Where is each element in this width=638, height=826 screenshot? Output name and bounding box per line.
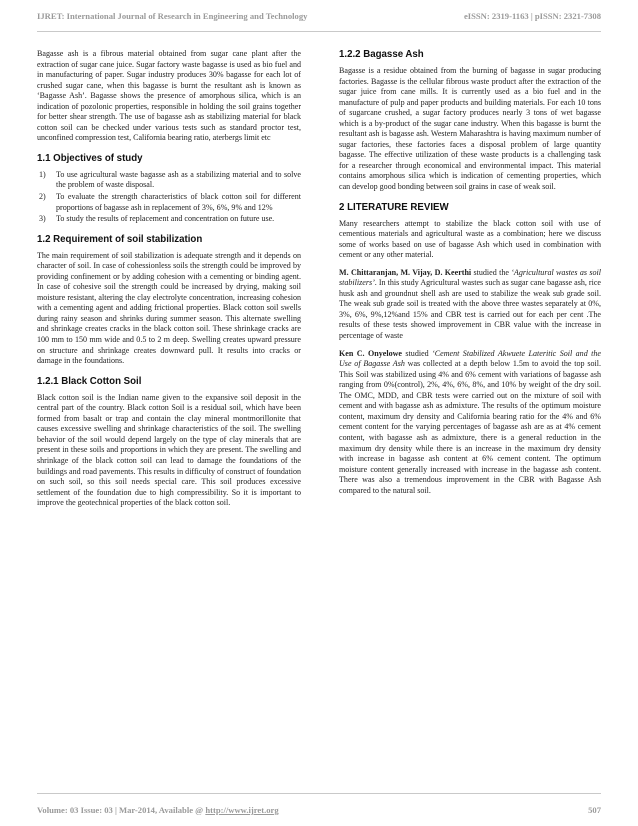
review-paragraph-2: Ken C. Onyelowe studied ‘Cement Stabilized Akwuete Lateritic Soil and the Use of Bagasse Ash was collected at a depth below 1.5m to avoid the top soil. This Soil was stabilized using 4% and 6% cement with variations of bagasse ash ranging from 0%(control), 2%, 4%, 6%, 8%, and 10% by weight of the dry soil. The OMC, MDD, and CBR tests were carried out on the mixture of soil with cement and with bagasse ash as admixture. The results of the optimum moisture content, maximum dry density and California bearing ratio for the 4% and 6% cement content for the varying percentages of bagasse ash are as at 4% cement content, with bagasse ash as admixture, there is a general reduction in the maximum dry density while there is an increase in the maximum dry density with increase in bagasse ash content at 6% cement content. The optimum moisture content generally increased with increase in the bagasse ash content. There was also a tremendous improvement in the CBR with Bagasse Ash compared to the natural soil.	[339, 348, 602, 495]
review-2-title: ‘Cement Stabilized Akwuete Lateritic Soil and the Use of Bagasse Ash	[339, 348, 601, 369]
issn: eISSN: 2319-1163 | pISSN: 2321-7308	[463, 11, 601, 21]
objective-item: 3) To study the results of replacement and concentration on future use.	[39, 214, 275, 224]
journal-name: IJRET: International Journal of Research in Engineering and Technology	[37, 11, 308, 21]
footer-volume: Volume: 03 Issue: 03 | Mar-2014, Available @ http://www.ijret.org	[37, 805, 279, 815]
footer-rule	[37, 793, 601, 794]
intro-paragraph: Bagasse ash is a fibrous material obtained from sugar cane plant after the extraction of sugar cane juice. Sugar factory waste bagasse is used as bio fuel and in manufacturing of paper. Sugar industry produces 30% bagasse for each lot of crushed sugar cane, when this bagasse is burnt the resultant ash is known as ‘Bagasse Ash’. Bagasse shows the presence of amorphous silica, which is an indication of pozolonic properties, responsible in holding the soil grains together for better shear strength. The use of bagasse ash as stabilizing material for black cotton soil can be checked under various tests such as standard proctor test, unconfined compression test, California bearing ratio, aterbergs limit etc	[37, 49, 301, 143]
right-column	[339, 49, 601, 503]
section-1-2-heading: 1.2 Requirement of soil stabilization	[37, 233, 203, 245]
page-header	[37, 11, 601, 25]
objectives-list	[37, 170, 301, 225]
section-1-2-1-heading: 1.2.1 Black Cotton Soil	[37, 375, 142, 387]
review-2-authors: Ken C. Onyelowe	[339, 348, 402, 358]
section-2-heading: 2 LITERATURE REVIEW	[339, 201, 449, 213]
section-1-2-1-paragraph: Black cotton soil is the Indian name given to the expansive soil deposit in the central part of the country. Black cotton Soil is a residual soil, which have been formed from basalt or trap and contain the clay mineral montmorillonite that causes excessive swelling and shrinkage characteristics of the soil. The swelling behavior of the soil would depend largely on the type of clay minerals that are present in these soils and proportions in which they are present. The swelling and shrinkage of the black cotton soil can lead to damage the foundations of the buildings and road pavements. This results in difficulty of construct of foundation on such soil, so this soil needs special care. This soil produces excessive settlement of the foundation due to high compressibility. So it is important to improve the geotechnical properties of the black cotton soil.	[37, 392, 301, 508]
journal-link[interactable]: http://www.ijret.org	[205, 805, 279, 815]
review-1-authors: M. Chittaranjan, M. Vijay, D. Keerthi	[339, 267, 472, 277]
left-column	[37, 49, 301, 516]
section-1-2-paragraph: The main requirement of soil stabilization is adequate strength and it depends on character of soil. In case of cohessionless soils the strength could be improved by providing confinement or by adding cohesion with a cementing or binding agent. In case of cohesive soil the strength could be increased by drying, making soil moisture resistant, altering the clay electrolyte concentration, increasing cohesion with a cementing agent and adding frictional properties. Black cotton soil swells during rainy season and shrinks during summer season. This alternate swelling and shrinkage creates cracks in the black cotton soil. These shrinkage cracks are 100 mm to 150 mm wide and 0.5 to 2 m deep. Swelling creates upward pressure on structure and shrinkage creates downward pull. It results into cracks or damage in the foundations.	[37, 250, 301, 366]
section-1-1-heading: 1.1 Objectives of study	[37, 152, 143, 164]
section-2-paragraph: Many researchers attempt to stabilize the black cotton soil with use of cementious materials and agricultural waste as a combination; here we discuss some of works based on use of bagasse Ash which used in combination with cement or any other material.	[339, 218, 601, 260]
page-number: 507	[588, 805, 601, 815]
objective-item: 1) To use agricultural waste bagasse ash as a stabilizing material and to solve the problem of waste disposal.	[39, 169, 301, 190]
section-1-2-2-paragraph: Bagasse is a residue obtained from the burning of bagasse in sugar producing factories. Bagasse is the cellular fibrous waste product after the extraction of the sugar juice from cane mills. It is currently used as a bio fuel and in the manufacture of pulp and paper products and building materials. For each 10 tons of sugarcane crushed, a sugar factory produces nearly 3 tons of wet bagasse which is a by-product of the sugar cane industry. When this bagasse is burnt the resultant ash is bagasse ash. Western Maharashtra is having maximum number of sugar factories, these factories faces a disposal problem of large quantity bagasse. The effective utilization of these waste products is a challenging task for a researcher through economical and environmental impact. This material contains amorphous silica which is indication of cementing properties, which can develop good bonding between soil grains in case of weak soil.	[339, 66, 601, 192]
section-1-2-2-heading: 1.2.2 Bagasse Ash	[339, 49, 424, 60]
review-paragraph-1: M. Chittaranjan, M. Vijay, D. Keerthi studied the ‘Agricultural wastes as soil stabilizers’. In this study Agricultural wastes such as sugar cane bagasse ash, rice husk ash and groundnut shell ash are used to stabilize the weak sub grade soil. The weak sub grade soil is treated with the above three wastes separately at 0%, 3%, 6%, 9%,12%and 15% and CBR test is carried out for each per cent .The results of these tests showed improvement in CBR value with the increase in percentage of waste	[339, 267, 601, 341]
review-1-title: ‘Agricultural wastes as soil stabilizers’	[339, 267, 601, 288]
objective-item: 2) To evaluate the strength characteristics of black cotton soil for different proportions of bagasse ash in replacement of 3%, 6%, 9% and 12%	[39, 192, 301, 212]
header-rule	[37, 31, 601, 32]
